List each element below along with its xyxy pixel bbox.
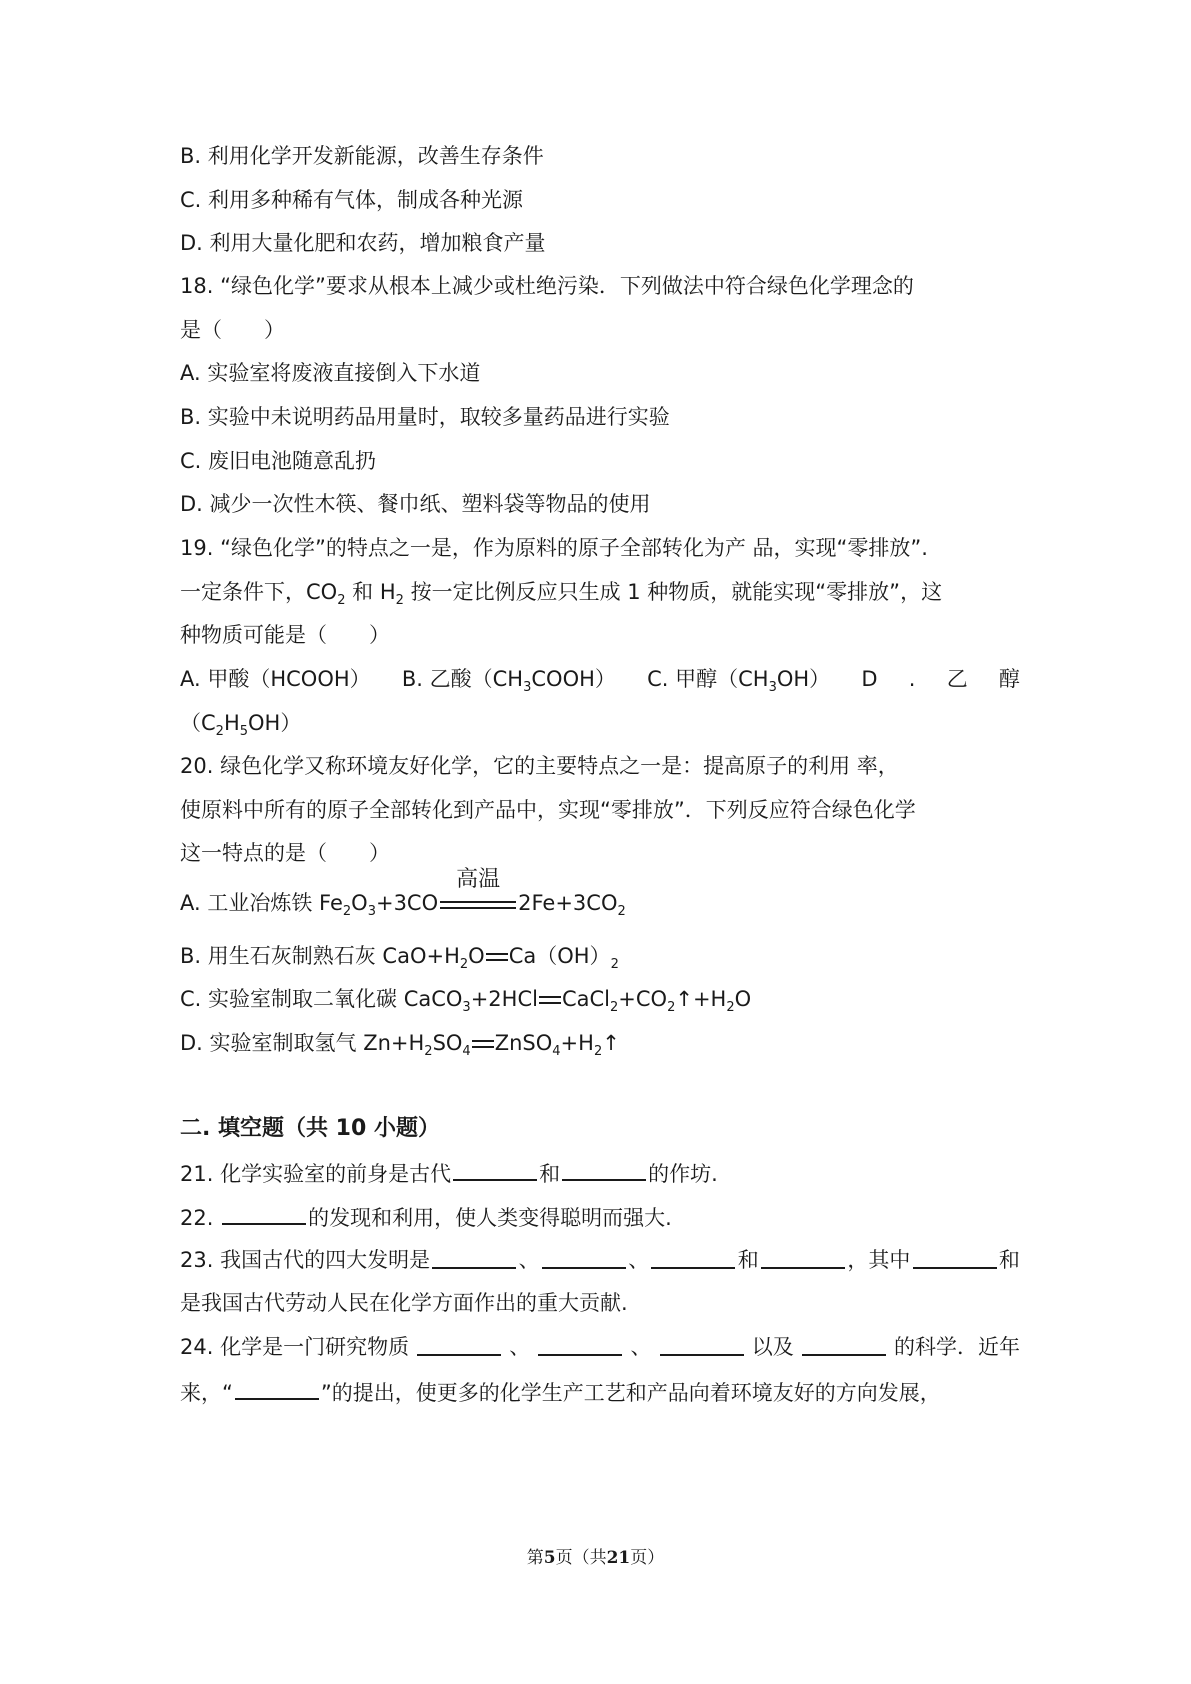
subscript: 2 <box>610 957 619 973</box>
q20-option-a <box>180 867 1020 920</box>
subscript: 2 <box>337 593 346 609</box>
option-text: （C <box>180 711 216 735</box>
q23-text: 和 <box>737 1248 759 1272</box>
answer-blank[interactable] <box>562 1157 646 1181</box>
answer-blank[interactable] <box>453 1157 537 1181</box>
q19-text: 按一定比例反应只生成 1 种物质，就能实现“零排放”，这 <box>403 580 943 604</box>
reaction-condition: 高温 <box>456 867 501 892</box>
q18-option-b: B. 实验中未说明药品用量时，取较多量药品进行实验 <box>180 405 670 429</box>
q18-option-a: A. 实验室将废液直接倒入下水道 <box>180 361 481 385</box>
q20-stem-line1: 20. 绿色化学又称环境友好化学，它的主要特点之一是：提高原子的利用 率， <box>180 754 899 778</box>
q19-option-d-char1: 乙 <box>946 667 968 691</box>
option-text: C. 甲醇（CH <box>647 667 769 691</box>
answer-blank[interactable] <box>761 1245 845 1269</box>
footer-text: 页） <box>630 1548 665 1568</box>
subscript: 4 <box>552 1044 561 1060</box>
footer-text: 页（共 <box>555 1548 607 1568</box>
subscript: 2 <box>424 1044 433 1060</box>
q21-text: 和 <box>539 1162 561 1186</box>
q24-text: 来，“ <box>180 1381 233 1405</box>
answer-blank[interactable] <box>235 1376 319 1400</box>
option-text: OH） <box>248 711 302 735</box>
option-text: CaCl <box>561 987 610 1011</box>
answer-blank[interactable] <box>417 1332 501 1356</box>
q23-text: 、 <box>518 1248 540 1272</box>
option-text: Ca（OH） <box>508 944 611 968</box>
subscript: 3 <box>768 680 777 696</box>
option-text: B. 用生石灰制熟石灰 CaO+H <box>180 944 460 968</box>
answer-blank[interactable] <box>222 1201 306 1225</box>
subscript: 2 <box>617 904 626 920</box>
q21 <box>180 1157 1020 1189</box>
subscript: 3 <box>367 904 376 920</box>
reaction-condition-arrow <box>440 867 516 918</box>
q19-option-d-dot: . <box>908 667 916 691</box>
q18-option-d: D. 减少一次性木筷、餐巾纸、塑料袋等物品的使用 <box>180 492 651 516</box>
option-text: +3CO <box>375 891 439 915</box>
q19-options <box>180 664 1020 694</box>
q19-text: 和 H <box>345 580 396 604</box>
q19-option-b <box>402 664 616 694</box>
option-text: A. 工业冶炼铁 Fe <box>180 891 343 915</box>
q24-text: 、 <box>509 1335 531 1359</box>
q17-option-d: D. 利用大量化肥和农药，增加粮食产量 <box>180 231 546 255</box>
subscript: 2 <box>459 957 469 973</box>
gas-arrow: ↑ <box>675 987 693 1011</box>
answer-blank[interactable] <box>651 1245 735 1269</box>
q23-text: 23. 我国古代的四大发明是 <box>180 1248 431 1272</box>
option-text: +H <box>692 987 727 1011</box>
option-text: 2Fe+3CO <box>518 891 618 915</box>
subscript: 2 <box>667 1000 676 1016</box>
q21-text: 的作坊. <box>648 1162 718 1186</box>
q22-text: 的发现和利用，使人类变得聪明而强大. <box>308 1206 672 1230</box>
option-text: O <box>351 891 368 915</box>
q23-text: ，其中 <box>847 1248 911 1272</box>
page-footer <box>0 1543 1191 1568</box>
option-text: +H <box>560 1031 594 1055</box>
q17-option-c: C. 利用多种稀有气体，制成各种光源 <box>180 188 524 212</box>
q18-stem-line2: 是（ ） <box>180 318 285 342</box>
q23-text: 和 <box>998 1248 1020 1272</box>
q19-option-d-formula <box>180 708 1020 738</box>
q24-line1 <box>180 1332 1020 1362</box>
q18-stem-line1: 18. “绿色化学”要求从根本上减少或杜绝污染．下列做法中符合绿色化学理念的 <box>180 274 914 298</box>
option-text: B. 乙酸（CH <box>401 667 524 691</box>
q23-line1 <box>180 1245 1020 1275</box>
q19-stem-line3: 种物质可能是（ ） <box>180 623 390 647</box>
equals-bar <box>472 1040 494 1048</box>
q23-text: 、 <box>628 1248 650 1272</box>
option-text: C. 实验室制取二氧化碳 CaCO <box>180 987 463 1011</box>
option-text: COOH） <box>531 667 616 691</box>
q19-text: 一定条件下，CO <box>180 580 338 604</box>
answer-blank[interactable] <box>542 1245 626 1269</box>
subscript: 5 <box>239 724 249 740</box>
option-text: ZnSO <box>494 1031 553 1055</box>
equals-bar <box>486 953 508 961</box>
subscript: 3 <box>462 1000 471 1016</box>
q23-line2: 是我国古代劳动人民在化学方面作出的重大贡献. <box>180 1291 628 1315</box>
option-text: H <box>223 711 240 735</box>
double-bar <box>440 901 516 909</box>
q21-text: 21. 化学实验室的前身是古代 <box>180 1162 452 1186</box>
answer-blank[interactable] <box>802 1332 886 1356</box>
q22 <box>180 1201 1020 1233</box>
q20-option-d <box>180 1028 1020 1058</box>
page-total: 21 <box>606 1548 631 1568</box>
answer-blank[interactable] <box>660 1332 744 1356</box>
q19-option-d-letter: D <box>861 667 878 691</box>
option-text: O <box>468 944 485 968</box>
q22-text: 22. <box>180 1206 221 1230</box>
q24-text: 、 <box>630 1335 652 1359</box>
answer-blank[interactable] <box>538 1332 622 1356</box>
q24-text: 以及 <box>751 1335 794 1359</box>
q20-stem-line3: 这一特点的是（ ） <box>180 841 390 865</box>
gas-arrow: ↑ <box>602 1031 620 1055</box>
subscript: 2 <box>215 724 224 740</box>
option-text: O <box>734 987 752 1011</box>
q17-option-b: B. 利用化学开发新能源，改善生存条件 <box>180 144 544 168</box>
q20-stem-line2: 使原料中所有的原子全部转化到产品中，实现“零排放”．下列反应符合绿色化学 <box>180 798 916 822</box>
q19-option-c <box>647 664 830 694</box>
subscript: 3 <box>523 680 532 696</box>
q20-option-c <box>180 984 1020 1014</box>
answer-blank[interactable] <box>913 1245 997 1269</box>
q24-text: ”的提出，使更多的化学生产工艺和产品向着环境友好的方向发展， <box>320 1381 941 1405</box>
section-heading-fill-blank: 二. 填空题（共 10 小题） <box>180 1116 440 1141</box>
page-number: 5 <box>543 1548 556 1568</box>
subscript: 2 <box>726 1000 735 1016</box>
subscript: 2 <box>593 1044 603 1060</box>
equals-bar <box>539 996 561 1004</box>
q18-option-c: C. 废旧电池随意乱扔 <box>180 449 377 473</box>
subscript: 2 <box>609 1000 619 1016</box>
option-text: SO <box>432 1031 463 1055</box>
q19-stem-line2 <box>180 577 1020 607</box>
q19-option-a: A. 甲酸（HCOOH） <box>180 667 371 691</box>
answer-blank[interactable] <box>432 1245 516 1269</box>
subscript: 4 <box>462 1044 471 1060</box>
q20-option-b <box>180 941 1020 971</box>
subscript: 2 <box>342 904 352 920</box>
option-text: +2HCl <box>470 987 538 1011</box>
q24-line2 <box>180 1376 1020 1408</box>
q19-stem-line1: 19. “绿色化学”的特点之一是，作为原料的原子全部转化为产 品，实现“零排放”. <box>180 536 928 560</box>
q24-text: 的科学．近年 <box>893 1335 1020 1359</box>
subscript: 2 <box>395 593 404 609</box>
footer-text: 第 <box>526 1548 544 1568</box>
option-text: +CO <box>618 987 668 1011</box>
q19-option-d-char2: 醇 <box>998 667 1020 691</box>
q24-text: 24. 化学是一门研究物质 <box>180 1335 410 1359</box>
option-text: D. 实验室制取氢气 Zn+H <box>180 1031 425 1055</box>
option-text: OH） <box>776 667 831 691</box>
